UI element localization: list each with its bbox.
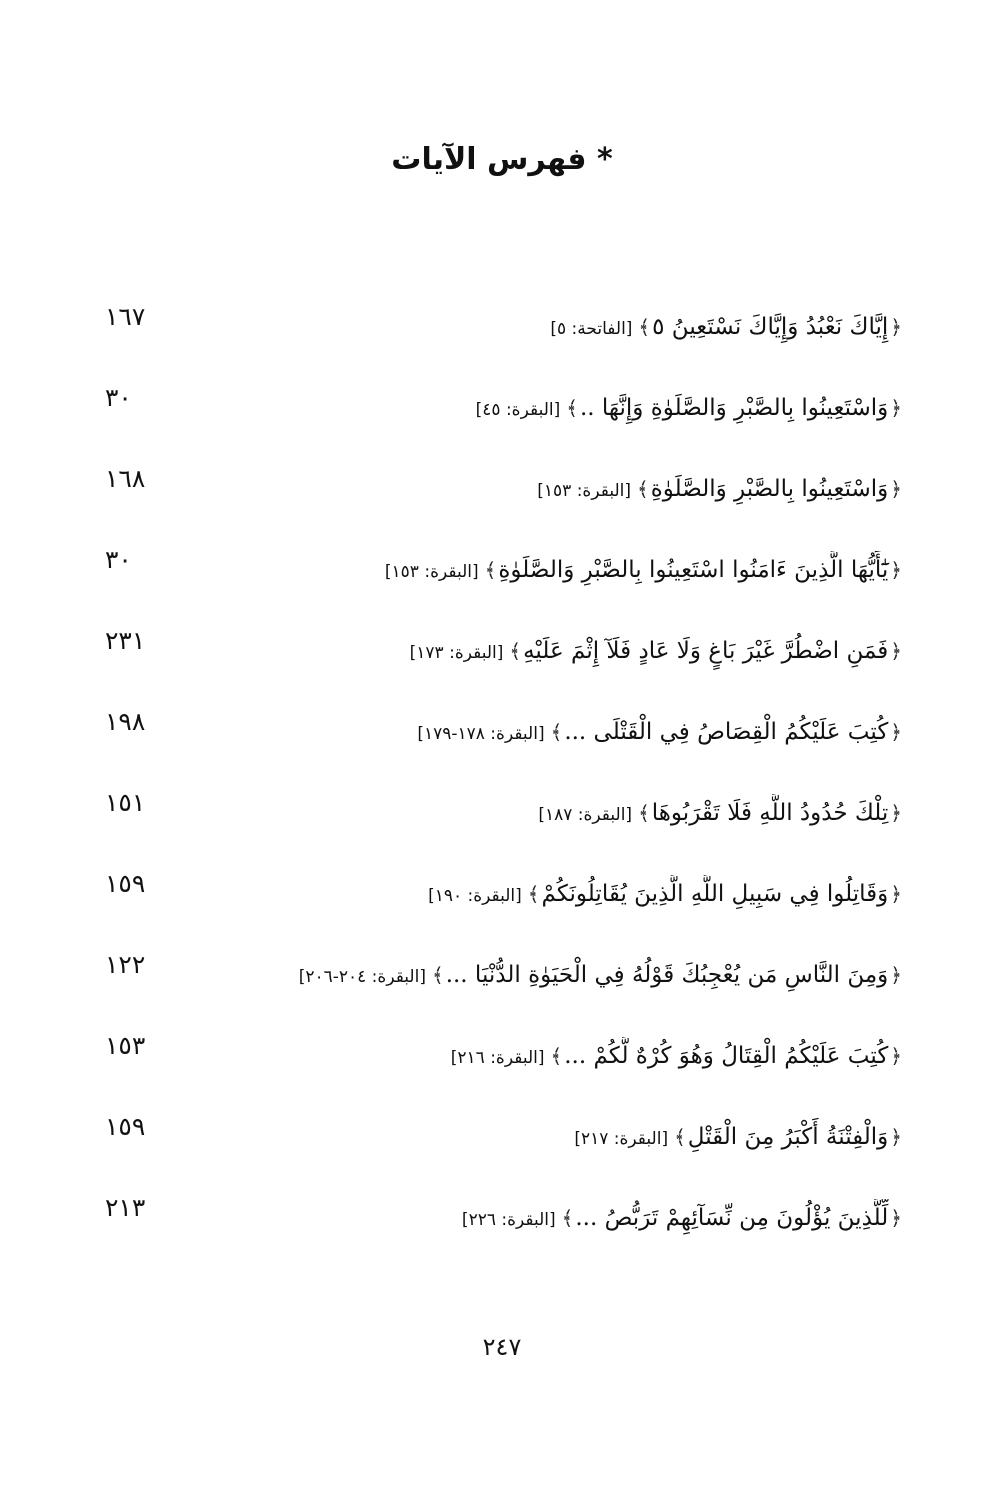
ornament-close-icon: ﴾	[509, 639, 522, 663]
page-reference: ١٢٢	[105, 950, 146, 979]
verse-reference: [البقرة: ١٥٣]	[384, 562, 479, 582]
index-entry	[0, 786, 1004, 867]
verse-reference: [الفاتحة: ٥]	[550, 319, 633, 339]
ornament-close-icon: ﴾	[561, 1206, 574, 1230]
verse-index-list	[0, 300, 1004, 1272]
verse-citation	[174, 551, 904, 591]
ornament-open-icon: ﴿	[890, 801, 902, 825]
ornament-close-icon: ﴾	[638, 801, 650, 825]
ornament-close-icon: ﴾	[550, 1044, 563, 1068]
page-reference: ١٥٩	[105, 1112, 146, 1141]
page-reference: ١٩٨	[105, 707, 146, 736]
index-entry	[0, 624, 1004, 705]
index-entry	[0, 543, 1004, 624]
index-entry	[0, 381, 1004, 462]
ornament-open-icon: ﴿	[890, 396, 902, 420]
ornament-close-icon: ﴾	[638, 315, 651, 339]
verse-citation	[174, 1118, 904, 1158]
ornament-close-icon: ﴾	[566, 396, 578, 420]
verse-citation	[174, 470, 904, 510]
verse-text: تِلْكَ حُدُودُ اللَّهِ فَلَا تَقْرَبُوهَا	[651, 800, 889, 826]
ornament-open-icon: ﴿	[890, 963, 902, 987]
verse-reference: [البقرة: ٢١٦]	[450, 1048, 545, 1068]
ornament-open-icon: ﴿	[890, 1125, 902, 1149]
index-entry	[0, 948, 1004, 1029]
verse-text: فَمَنِ اضْطُرَّ غَيْرَ بَاغٍ وَلَا عَادٍ فَلَآ إِثْمَ عَلَيْهِ	[523, 638, 889, 664]
page-reference: ٢٣١	[105, 626, 146, 655]
index-entry	[0, 705, 1004, 786]
ornament-open-icon: ﴿	[890, 315, 902, 339]
verse-citation	[174, 308, 904, 348]
verse-citation	[174, 794, 904, 834]
verse-reference: [البقرة: ٢٠٤-٢٠٦]	[298, 967, 426, 987]
verse-text: وَالْفِتْنَةُ أَكْبَرُ مِنَ الْقَتْلِ	[687, 1124, 889, 1150]
verse-reference: [البقرة: ١٩٠]	[428, 886, 522, 906]
ornament-close-icon: ﴾	[484, 558, 497, 582]
verse-reference: [البقرة: ١٥٣]	[537, 481, 631, 501]
verse-reference: [البقرة: ١٧٣]	[409, 643, 504, 663]
page-reference: ١٦٨	[105, 464, 146, 493]
verse-citation	[174, 713, 904, 753]
verse-citation	[174, 875, 904, 915]
verse-citation	[174, 632, 904, 672]
ornament-open-icon: ﴿	[890, 639, 902, 663]
page-reference: ١٥٩	[105, 869, 146, 898]
ornament-open-icon: ﴿	[890, 882, 902, 906]
verse-reference: [البقرة: ١٧٨-١٧٩]	[417, 724, 545, 744]
page-title: * فهرس الآيات	[391, 142, 613, 177]
verse-text: وَقَاتِلُوا فِي سَبِيلِ اللَّهِ الَّذِينَ يُقَاتِلُونَكُمْ	[541, 881, 889, 907]
verse-reference: [البقرة: ٤٥]	[475, 400, 561, 420]
page-reference: ٢١٣	[105, 1193, 146, 1222]
ornament-open-icon: ﴿	[890, 558, 902, 582]
verse-text: يَٰٓأَيُّهَا الَّذِينَ ءَامَنُوا اسْتَعِينُوا بِالصَّبْرِ وَالصَّلَوٰةِ	[498, 557, 889, 583]
ornament-close-icon: ﴾	[674, 1125, 686, 1149]
page-reference: ١٦٧	[105, 302, 146, 331]
ornament-close-icon: ﴾	[431, 963, 444, 987]
verse-reference: [البقرة: ١٨٧]	[538, 805, 633, 825]
index-entry	[0, 867, 1004, 948]
verse-text: لِّلَّذِينَ يُؤْلُونَ مِن نِّسَآئِهِمْ تَرَبُّصُ ...	[575, 1205, 889, 1231]
verse-citation	[174, 1037, 904, 1077]
verse-reference: [البقرة: ٢٢٦]	[461, 1210, 556, 1230]
ornament-open-icon: ﴿	[890, 720, 902, 744]
ornament-open-icon: ﴿	[890, 1206, 902, 1230]
verse-text: وَاسْتَعِينُوا بِالصَّبْرِ وَالصَّلَوٰةِ وَإِنَّهَا ..	[579, 395, 889, 421]
verse-text: وَاسْتَعِينُوا بِالصَّبْرِ وَالصَّلَوٰةِ	[650, 476, 889, 502]
index-entry	[0, 1110, 1004, 1191]
verse-text: كُتِبَ عَلَيْكُمُ الْقِتَالُ وَهُوَ كُرْهٌ لَّكُمْ ...	[564, 1043, 889, 1069]
verse-citation	[174, 1199, 904, 1239]
ornament-close-icon: ﴾	[527, 882, 540, 906]
ornament-open-icon: ﴿	[890, 477, 902, 501]
page-reference: ١٥١	[105, 788, 146, 817]
ornament-close-icon: ﴾	[550, 720, 563, 744]
ornament-close-icon: ﴾	[636, 477, 649, 501]
verse-text: إِيَّاكَ نَعْبُدُ وَإِيَّاكَ نَسْتَعِينُ ٥	[652, 314, 889, 340]
page-reference: ٣٠	[105, 545, 132, 574]
verse-text: كُتِبَ عَلَيْكُمُ الْقِصَاصُ فِي الْقَتْلَى ...	[564, 719, 889, 745]
verse-text: وَمِنَ النَّاسِ مَن يُعْجِبُكَ قَوْلُهُ فِي الْحَيَوٰةِ الدُّنْيَا ...	[445, 962, 889, 988]
page-number: ٢٤٧	[482, 1333, 522, 1361]
verse-citation	[174, 389, 904, 429]
page-reference: ٣٠	[105, 383, 132, 412]
index-entry	[0, 300, 1004, 381]
ornament-open-icon: ﴿	[890, 1044, 902, 1068]
verse-citation	[174, 956, 904, 996]
index-entry	[0, 462, 1004, 543]
index-entry	[0, 1029, 1004, 1110]
index-entry	[0, 1191, 1004, 1272]
verse-reference: [البقرة: ٢١٧]	[574, 1129, 669, 1149]
page-reference: ١٥٣	[105, 1031, 146, 1060]
